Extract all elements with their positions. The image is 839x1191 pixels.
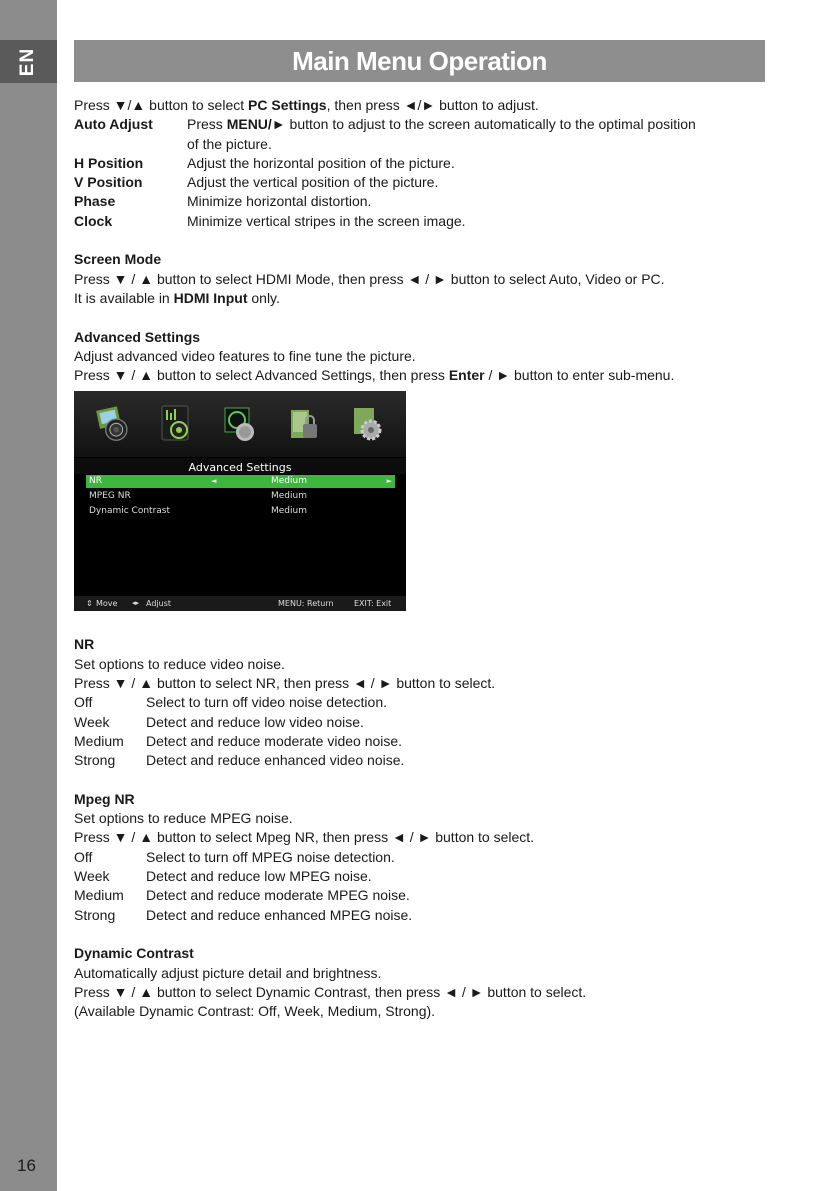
dynamic-contrast-heading: Dynamic Contrast: [74, 945, 194, 962]
nr-option: Week Detect and reduce low video noise.: [74, 713, 364, 730]
arrow-right-icon: ►: [386, 477, 392, 486]
osd-footer-move: Move: [96, 599, 118, 609]
pc-row-v-position: V Position Adjust the vertical position of the picture.: [74, 174, 439, 191]
mpeg-nr-option: Strong Detect and reduce enhanced MPEG noise.: [74, 906, 413, 923]
nr-line2: Press ▼ / ▲ button to select NR, then press ◄ / ► button to select.: [74, 675, 496, 692]
osd-item-mpeg-nr[interactable]: MPEG NR Medium: [89, 491, 307, 502]
osd-item-dynamic-contrast[interactable]: Dynamic Contrast Medium: [89, 506, 307, 517]
mpeg-nr-option: Medium Detect and reduce moderate MPEG noise.: [74, 887, 410, 904]
mpeg-nr-line2: Press ▼ / ▲ button to select Mpeg NR, then press ◄ / ► button to select.: [74, 829, 535, 846]
mpeg-nr-line1: Set options to reduce MPEG noise.: [74, 810, 293, 827]
lock-icon: [287, 404, 321, 444]
osd-item-nr[interactable]: NR ◄ Medium ►: [86, 475, 395, 488]
mpeg-nr-heading: Mpeg NR: [74, 790, 135, 807]
dynamic-contrast-line3: (Available Dynamic Contrast: Off, Week, Medium, Strong).: [74, 1003, 436, 1020]
osd-menu-title: Advanced Settings: [74, 458, 406, 474]
screen-mode-heading: Screen Mode: [74, 251, 162, 268]
nr-option: Off Select to turn off video noise detection.: [74, 694, 388, 711]
nr-heading: NR: [74, 636, 95, 653]
osd-footer: [74, 596, 406, 611]
mpeg-nr-option: Off Select to turn off MPEG noise detection.: [74, 848, 395, 865]
nr-line1: Set options to reduce video noise.: [74, 655, 285, 672]
adjust-icon: ◂▸: [132, 599, 140, 608]
screen-mode-line1: Press ▼ / ▲ button to select HDMI Mode, then press ◄ / ► button to select Auto, Video or PC.: [74, 270, 665, 287]
page-title: Main Menu Operation: [74, 40, 765, 82]
pc-row-phase: Phase Minimize horizontal distortion.: [74, 193, 372, 210]
setup-icon: [351, 404, 385, 444]
picture-icon: [95, 404, 129, 444]
sound-icon: [159, 404, 193, 444]
arrow-left-icon: ◄: [211, 477, 217, 486]
osd-footer-return: MENU: Return: [278, 599, 334, 609]
dynamic-contrast-line2: Press ▼ / ▲ button to select Dynamic Contrast, then press ◄ / ► button to select.: [74, 983, 587, 1000]
pc-settings-intro: Press ▼/▲ button to select PC Settings, then press ◄/► button to adjust.: [74, 97, 539, 113]
screen-mode-line2: It is available in HDMI Input only.: [74, 289, 280, 306]
page-number: 16: [17, 1156, 36, 1175]
mpeg-nr-option: Week Detect and reduce low MPEG noise.: [74, 868, 372, 885]
side-bar: [0, 0, 57, 1191]
pc-row-h-position: H Position Adjust the horizontal position of the picture.: [74, 154, 455, 171]
advanced-settings-heading: Advanced Settings: [74, 328, 201, 345]
osd-screenshot: [74, 391, 406, 611]
timer-icon: [223, 404, 257, 444]
advanced-line1: Adjust advanced video features to fine tune the picture.: [74, 347, 416, 364]
advanced-line2: Press ▼ / ▲ button to select Advanced Settings, then press Enter / ► button to enter sub-menu.: [74, 367, 675, 384]
dynamic-contrast-line1: Automatically adjust picture detail and brightness.: [74, 964, 382, 981]
pc-row-auto-adjust: Auto Adjust Press MENU/► button to adjust to the screen automatically to the optimal position of the picture.: [74, 116, 696, 152]
move-icon: ⇕: [86, 599, 93, 609]
nr-option: Strong Detect and reduce enhanced video noise.: [74, 752, 405, 769]
osd-footer-exit: EXIT: Exit: [354, 599, 392, 609]
nr-option: Medium Detect and reduce moderate video noise.: [74, 732, 403, 749]
language-label: EN: [17, 47, 39, 76]
osd-footer-adjust: Adjust: [146, 599, 172, 609]
pc-row-clock: Clock Minimize vertical stripes in the screen image.: [74, 212, 466, 229]
osd-icon-bar: [74, 391, 406, 457]
language-tab: [0, 40, 57, 83]
page-content: [74, 96, 774, 1021]
